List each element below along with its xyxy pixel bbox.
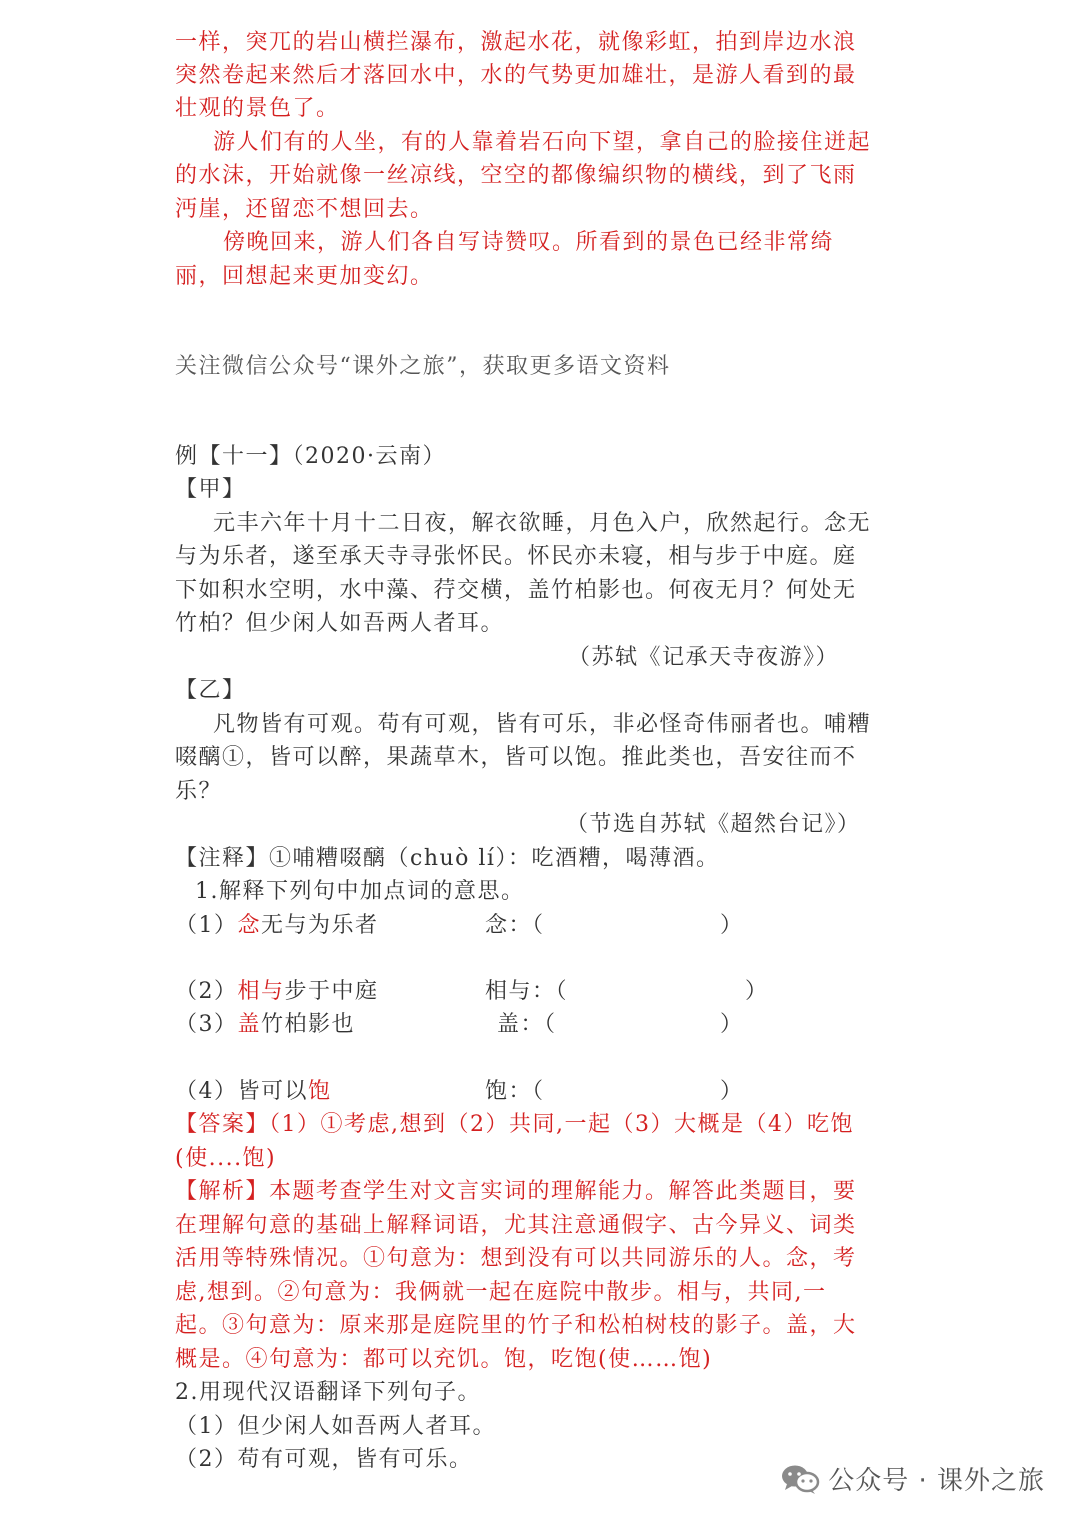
- q1-item-num: （2）: [175, 979, 238, 1004]
- example-title: 例【十一】（2020·云南）: [175, 444, 446, 469]
- q2-prompt: 2.用现代汉语翻译下列句子。: [175, 1380, 481, 1405]
- q1-item: [175, 975, 905, 1008]
- jia-source: （苏轼《记承天寺夜游》）: [568, 645, 840, 670]
- analysis-text: 本题考查学生对文言实词的理解能力。解答此类题目，要: [269, 1179, 857, 1204]
- answer-line: (使....饱): [175, 1146, 277, 1171]
- passage-line: 一样，突兀的岩山横拦瀑布，激起水花，就像彩虹，拍到岸边水浪: [175, 30, 857, 55]
- jia-text-line: 竹柏？但少闲人如吾两人者耳。: [175, 611, 505, 636]
- follow-notice: 关注微信公众号“课外之旅”，获取更多语文资料: [175, 354, 671, 379]
- watermark-text: 公众号 · 课外之旅: [828, 1466, 1045, 1496]
- answer-text: （1）①考虑,想到（2）共同,一起（3）大概是（4）吃饱: [269, 1112, 854, 1137]
- q1-item: [175, 909, 905, 942]
- jia-text-line: 元丰六年十月十二日夜，解衣欲睡，月色入户，欣然起行。念无: [213, 511, 872, 536]
- q1-item: [175, 1008, 905, 1041]
- wechat-icon: [780, 1463, 820, 1495]
- passage-line: 游人们有的人坐，有的人靠着岩石向下望，拿自己的脸接住迸起: [213, 130, 872, 155]
- q1-item-num: （1）: [175, 913, 238, 938]
- answer-blank-label: 盖：（: [497, 1012, 557, 1037]
- annotation-note: 【注释】①哺糟啜醨（chuò lí）：吃酒糟，喝薄酒。: [175, 846, 720, 871]
- analysis-line: 概是。④句意为：都可以充饥。饱，吃饱(使……饱): [175, 1347, 713, 1372]
- q1-item-text: 步于中庭: [284, 979, 379, 1004]
- q1-item-num: （4）: [175, 1079, 238, 1104]
- answer-blank-label: 念：（: [485, 913, 545, 938]
- answer-label: 【答案】: [175, 1112, 270, 1137]
- passage-line: 沔崖，还留恋不想回去。: [175, 197, 434, 222]
- answer-line: [175, 1108, 905, 1141]
- q1-item-text: 皆可以: [237, 1079, 309, 1104]
- passage-line: 壮观的景色了。: [175, 96, 340, 121]
- answer-blank-close: ）: [720, 1012, 744, 1037]
- analysis-line: 虑,想到。②句意为：我俩就一起在庭院中散步。相与，共同,一: [175, 1280, 827, 1305]
- analysis-line: 起。③句意为：原来那是庭院里的竹子和松柏树枝的影子。盖，大: [175, 1313, 857, 1338]
- wechat-watermark: [780, 1460, 1045, 1497]
- jia-text-line: 与为乐者，遂至承天寺寻张怀民。怀民亦未寝，相与步于中庭。庭: [175, 544, 857, 569]
- analysis-label: 【解析】: [175, 1179, 270, 1204]
- dotted-keyword: 饱: [308, 1079, 332, 1104]
- dotted-keyword: 念: [237, 913, 262, 938]
- section-label-jia: 【甲】: [175, 477, 246, 502]
- q1-item: [175, 1075, 905, 1108]
- answer-blank-close: ）: [720, 913, 744, 938]
- passage-line: 丽，回想起来更加变幻。: [175, 264, 434, 289]
- yi-source: （节选自苏轼《超然台记》）: [566, 812, 861, 837]
- answer-blank-close: ）: [745, 979, 769, 1004]
- q2-item: （2）苟有可观，皆有可乐。: [175, 1447, 473, 1472]
- q1-item-text: 无与为乐者: [261, 913, 379, 938]
- q1-item-text: 竹柏影也: [261, 1012, 356, 1037]
- q1-prompt: 1.解释下列句中加点词的意思。: [195, 879, 525, 904]
- passage-line: 傍晚回来，游人们各自写诗赞叹。所看到的景色已经非常绮: [223, 230, 835, 255]
- answer-blank-label: 饱：（: [485, 1079, 545, 1104]
- dotted-keyword: 相与: [237, 979, 285, 1004]
- analysis-line: 在理解句意的基础上解释词语，尤其注意通假字、古今异义、词类: [175, 1213, 857, 1238]
- answer-blank-label: 相与：（: [485, 979, 569, 1004]
- q1-item-num: （3）: [175, 1012, 238, 1037]
- passage-line: 的水沫，开始就像一丝凉线，空空的都像编织物的横线，到了飞雨: [175, 163, 857, 188]
- yi-text-line: 凡物皆有可观。苟有可观，皆有可乐，非必怪奇伟丽者也。哺糟: [213, 712, 872, 737]
- answer-blank-close: ）: [720, 1079, 744, 1104]
- dotted-keyword: 盖: [237, 1012, 262, 1037]
- passage-line: 突然卷起来然后才落回水中，水的气势更加雄壮，是游人看到的最: [175, 63, 857, 88]
- section-label-yi: 【乙】: [175, 678, 246, 703]
- analysis-line: 活用等特殊情况。①句意为：想到没有可以共同游乐的人。念，考: [175, 1246, 857, 1271]
- analysis-line: [175, 1175, 905, 1208]
- jia-text-line: 下如积水空明，水中藻、荇交横，盖竹柏影也。何夜无月？何处无: [175, 578, 857, 603]
- yi-text-line: 啜醨①，皆可以醉，果蔬草木，皆可以饱。推此类也，吾安往而不: [175, 745, 857, 770]
- q2-item: （1）但少闲人如吾两人者耳。: [175, 1414, 496, 1439]
- yi-text-line: 乐？: [175, 779, 223, 804]
